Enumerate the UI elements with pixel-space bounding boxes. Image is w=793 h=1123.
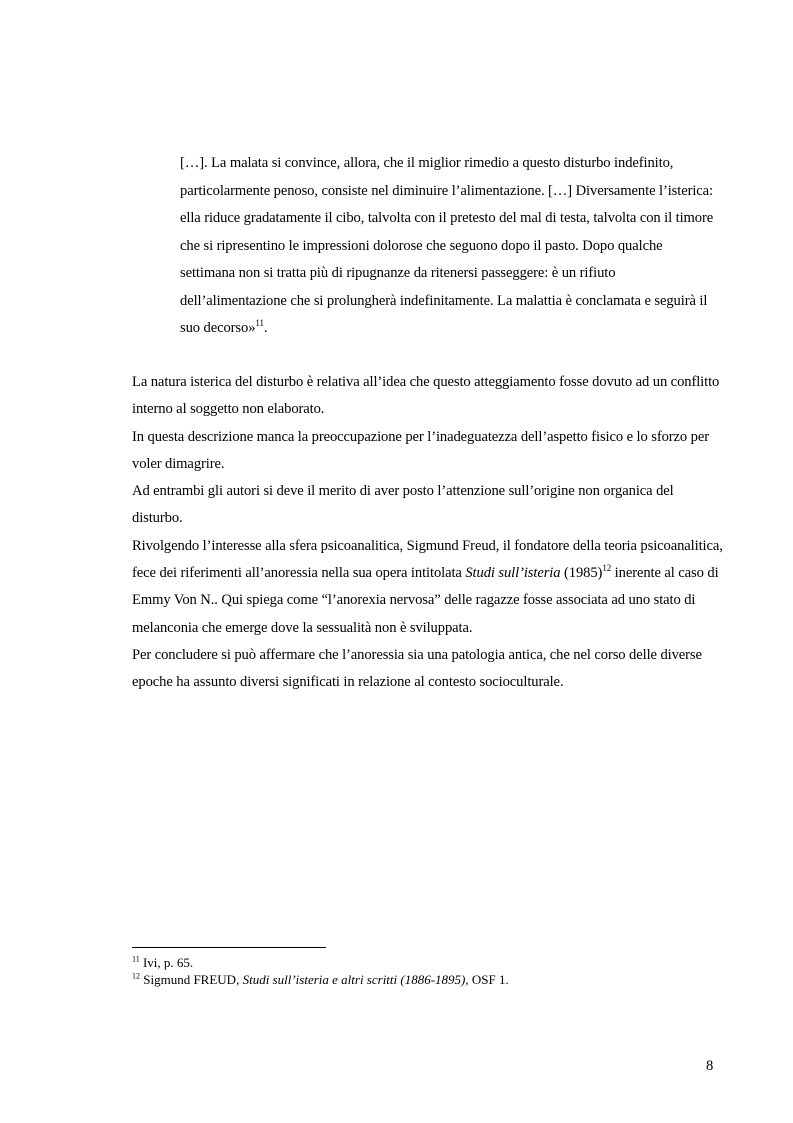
paragraph-5: Per concludere si può affermare che l’anoressia sia una patologia antica, che nel corso delle diverse epoche ha assunto diversi significati in relazione al contesto socioculturale.	[132, 646, 702, 691]
paragraph-1: La natura isterica del disturbo è relativa all’idea che questo atteggiamento fosse dovuto ad un conflitto interno al soggetto non elaborato.	[132, 374, 720, 418]
footnote-separator	[132, 947, 326, 948]
footnote-ref-11[interactable]: 11	[255, 318, 264, 329]
paragraph-3: Ad entrambi gli autori si deve il merito di aver posto l’attenzione sull’origine non organica del disturbo.	[132, 483, 674, 527]
footnote-author: Sigmund FREUD,	[140, 972, 243, 987]
footnote-rest: OSF 1.	[468, 972, 509, 987]
paragraph-4-after: inerente al caso di Emmy Von N.. Qui spiega come “l’anorexia nervosa” delle ragazze fosse associata ad uno stato di melanconia che emerge dove la sessualità non è sviluppata.	[132, 565, 719, 636]
block-quote	[180, 150, 720, 343]
footnote-number: 11	[132, 954, 140, 964]
footnote-title: Studi sull’isteria e altri scritti (1886-1895),	[242, 972, 469, 987]
body-text	[132, 369, 724, 697]
paragraph-4-year: (1985)	[560, 565, 603, 582]
footnote-number: 12	[132, 971, 140, 981]
quote-paragraph	[180, 150, 720, 343]
page-number: 8	[706, 1058, 714, 1074]
footnote-text: Ivi, p. 65.	[139, 955, 194, 970]
quote-end-punct: .	[263, 320, 268, 336]
footnotes	[132, 954, 724, 988]
footnote-ref-12[interactable]: 12	[602, 563, 612, 574]
paragraph-4	[132, 533, 724, 642]
quote-text: […]. La malata si convince, allora, che il miglior rimedio a questo disturbo indefinito, particolarmente penoso, consiste nel diminuire l’alimentazione. […] Diversamente l’isterica: ella riduce gradatamente il cibo, talvolta con il pretesto del mal di testa, talvolta con il timore che si ripresentino le impressioni dolorose che seguono dopo il pasto. Dopo qualche settimana non si tratta più di ripugnanze da ritenersi passeggere: è un rifiuto dell’alimentazione che si prolungherà indefinitamente. La malattia è conclamata e seguirà il suo decorso»	[180, 155, 714, 336]
paragraph-4-before: Rivolgendo l’interesse alla sfera psicoanalitica, Sigmund Freud, il fondatore della teoria psicoanalitica, fece dei riferimenti all’anoressia nella sua opera intitolata	[132, 537, 723, 582]
footnote-12	[132, 971, 724, 988]
work-title: Studi sull’isteria	[465, 565, 561, 582]
paragraph-2: In questa descrizione manca la preoccupazione per l’inadeguatezza dell’aspetto fisico e lo sforzo per voler dimagrire.	[132, 428, 710, 472]
footnote-11	[132, 954, 724, 971]
